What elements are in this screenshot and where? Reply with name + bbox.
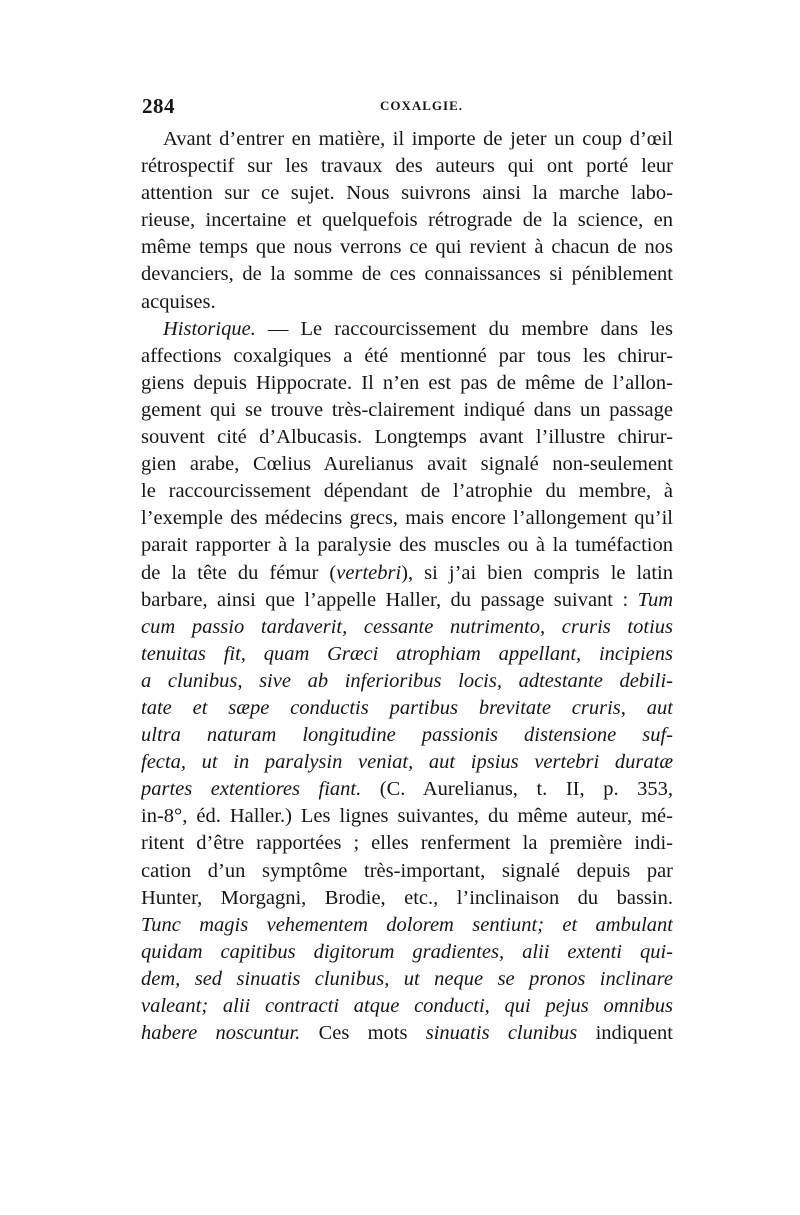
running-title: COXALGIE.	[379, 98, 464, 113]
text-segment: souvent cité d’Albucasis. Longtemps avant l’illustre chirur-	[141, 426, 673, 449]
text-segment: gien arabe, Cœlius Aurelianus avait signalé non-seulement	[141, 453, 673, 476]
text-line	[141, 614, 673, 641]
text-line	[141, 261, 673, 288]
text-segment: Ces mots	[300, 1022, 426, 1045]
text-line	[141, 180, 673, 207]
text-line	[141, 560, 673, 587]
text-line	[141, 316, 673, 343]
text-line	[141, 749, 673, 776]
text-segment: (C. Aurelianus, t. II, p. 353,	[361, 778, 673, 801]
italic-text: cum passio tardaverit, cessante nutrimento, cruris totius	[141, 615, 673, 638]
text-line	[141, 424, 673, 451]
text-line	[141, 939, 673, 966]
text-segment: le raccourcissement dépendant de l’atrophie du membre, à	[141, 480, 673, 503]
text-line	[141, 1020, 673, 1047]
text-line	[141, 776, 673, 803]
text-segment: l’exemple des médecins grecs, mais encore l’allongement qu’il	[141, 507, 673, 530]
text-segment: rieuse, incertaine et quelquefois rétrograde de la science, en	[141, 209, 673, 232]
text-segment: indiquent	[577, 1022, 673, 1045]
text-line	[141, 234, 673, 261]
italic-text: tate et sæpe conductis partibus brevitate cruris, aut	[141, 696, 673, 719]
italic-text: vertebri	[336, 561, 402, 584]
text-line	[141, 912, 673, 939]
text-segment: de la tête du fémur (	[141, 561, 337, 584]
text-segment: même temps que nous verrons ce qui revient à chacun de nos	[141, 236, 673, 259]
text-line	[141, 289, 673, 316]
italic-text: tenuitas fit, quam Græci atrophiam appellant, incipiens	[141, 642, 673, 665]
text-line	[141, 830, 673, 857]
text-segment: devanciers, de la somme de ces connaissances si péniblement	[141, 263, 673, 286]
text-line	[141, 397, 673, 424]
text-segment: acquises.	[141, 290, 216, 313]
italic-text: habere noscuntur.	[141, 1022, 301, 1045]
text-line	[141, 343, 673, 370]
text-segment: in-8°, éd. Haller.) Les lignes suivantes, du même auteur, mé-	[141, 805, 673, 828]
italic-text: Tunc magis vehementem dolorem sentiunt; et ambulant	[141, 913, 673, 936]
text-segment: — Le raccourcissement du membre dans les	[255, 317, 673, 340]
text-line	[141, 722, 673, 749]
page-header	[140, 94, 673, 126]
body-text	[141, 126, 673, 1047]
text-line	[141, 126, 673, 153]
text-line	[141, 532, 673, 559]
text-line	[141, 478, 673, 505]
text-line	[141, 451, 673, 478]
text-segment: ), si j’ai bien compris le latin	[401, 561, 673, 584]
page-number: 284	[142, 94, 175, 118]
text-line	[141, 803, 673, 830]
italic-text: quidam capitibus digitorum gradientes, alii extenti qui-	[141, 940, 673, 963]
text-line	[141, 993, 673, 1020]
text-line	[141, 885, 673, 912]
text-segment: Hunter, Morgagni, Brodie, etc., l’inclinaison du bassin.	[141, 886, 673, 909]
text-segment: parait rapporter à la paralysie des muscles ou à la tuméfaction	[141, 534, 673, 557]
text-segment: ritent d’être rapportées ; elles renferment la première indi-	[141, 832, 673, 855]
text-line	[141, 695, 673, 722]
italic-text: valeant; alii contracti atque conducti, qui pejus omnibus	[141, 995, 673, 1017]
italic-text: sinuatis clunibus	[425, 1022, 578, 1045]
italic-text: partes extentiores fiant.	[141, 778, 362, 801]
text-line	[141, 966, 673, 993]
italic-text: a clunibus, sive ab inferioribus locis, adtestante debili-	[141, 669, 673, 692]
text-segment: affections coxalgiques a été mentionné par tous les chirur-	[141, 344, 673, 367]
text-line	[141, 641, 673, 668]
italic-text: dem, sed sinuatis clunibus, ut neque se pronos inclinare	[141, 967, 673, 990]
text-segment: giens depuis Hippocrate. Il n’en est pas de même de l’allon-	[141, 371, 673, 394]
text-segment: gement qui se trouve très-clairement indiqué dans un passage	[141, 398, 673, 421]
text-line	[141, 153, 673, 180]
text-line	[141, 587, 673, 614]
text-segment: barbare, ainsi que l’appelle Haller, du passage suivant :	[141, 588, 638, 611]
text-segment: Avant d’entrer en matière, il importe de jeter un coup d’œil	[163, 128, 673, 150]
text-segment: cation d’un symptôme très-important, signalé depuis par	[141, 859, 673, 882]
text-line	[141, 858, 673, 885]
text-line	[141, 207, 673, 234]
text-segment: attention sur ce sujet. Nous suivrons ainsi la marche labo-	[141, 182, 673, 205]
italic-text: ultra naturam longitudine passionis distensione suf-	[141, 724, 673, 747]
italic-text: Tum	[637, 588, 673, 611]
text-line	[141, 505, 673, 532]
text-line	[141, 668, 673, 695]
italic-text: fecta, ut in paralysin veniat, aut ipsius vertebri duratæ	[141, 751, 673, 774]
text-segment: rétrospectif sur les travaux des auteurs qui ont porté leur	[141, 155, 673, 178]
text-line	[141, 370, 673, 397]
italic-text: Historique.	[163, 317, 256, 340]
